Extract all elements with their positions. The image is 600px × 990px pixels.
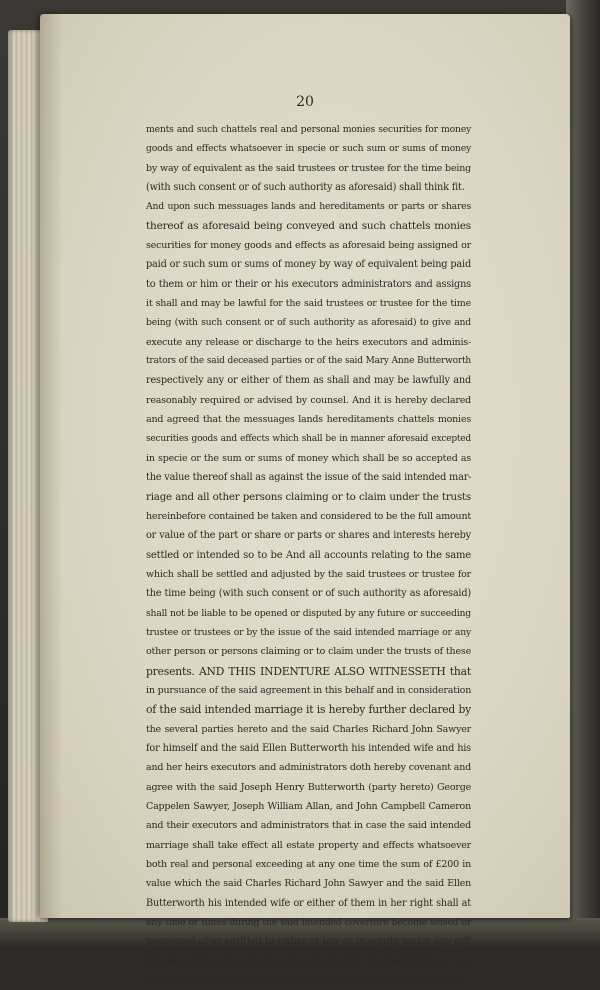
text-line: for himself and the said Ellen Butterworth his intended wife and his: [146, 743, 471, 754]
text-line: the time being (with such consent or of such authority as aforesaid): [146, 588, 471, 600]
body-text: [146, 120, 471, 990]
text-line: reasonably required or advised by counsel. And it is hereby declared: [146, 394, 471, 406]
text-line: the value thereof shall as against the issue of the said intended mar-: [146, 472, 472, 484]
text-line: other person or persons claiming or to claim under the trusts of these: [146, 646, 471, 658]
text-line: of the said intended marriage it is hereby further declared by: [146, 703, 471, 717]
text-line: riage and all other persons claiming or to claim under the trusts: [146, 490, 471, 503]
text-line: devise or bequest in her favour or by descent representation or any: [146, 955, 471, 967]
text-line: and their executors and administrators that in case the said intended: [146, 820, 471, 832]
text-line: any time or times during the said intended coverture become seised or: [146, 917, 471, 929]
text-line: presents. AND THIS INDENTURE ALSO WITNESSETH that: [146, 664, 471, 678]
text-line: both real and personal exceeding at any one time the sum of £200 in: [146, 859, 471, 871]
text-line: (with such consent or of such authority as aforesaid) shall think fit.: [146, 182, 465, 194]
text-line: settled or intended so to be And all accounts relating to the same: [146, 549, 471, 561]
text-line: to them or him or their or his executors administrators and assigns: [146, 278, 471, 290]
text-line: other means whatsoever shall be assured and settled and that the said: [146, 975, 465, 987]
text-line: securities for money goods and effects as aforesaid being assigned or: [146, 240, 471, 252]
text-line: execute any release or discharge to the heirs executors and adminis-: [146, 336, 471, 348]
text-line: agree with the said Joseph Henry Butterworth (party hereto) George: [146, 781, 471, 793]
text-line: hereinbefore contained be taken and considered to be the full amount: [146, 510, 471, 522]
text-line: Butterworth his intended wife or either of them in her right shall at: [146, 897, 471, 909]
text-line: or value of the part or share or parts or shares and interests hereby: [146, 530, 471, 542]
text-line: shall not be liable to be opened or disputed by any future or succeeding: [146, 607, 471, 619]
text-line: it shall and may be lawful for the said trustees or trustee for the time: [146, 298, 471, 310]
text-line: marriage shall take effect all estate property and effects whatsoever: [146, 839, 471, 851]
text-line: thereof as aforesaid being conveyed and such chattels monies: [146, 219, 471, 232]
text-line: in specie or the sum or sums of money which shall be so accepted as: [146, 452, 471, 464]
text-line: possessed of or entitled to either at law or in equity under any gift: [146, 936, 471, 948]
text-line: the several parties hereto and the said Charles Richard John Sawyer: [146, 723, 471, 735]
text-line: Cappelen Sawyer, Joseph William Allan, and John Campbell Cameron: [146, 801, 471, 813]
text-line: and agreed that the messuages lands hereditaments chattels monies: [146, 414, 471, 426]
text-line: And upon such messuages lands and hereditaments or parts or shares: [146, 201, 471, 213]
text-line: in pursuance of the said agreement in this behalf and in consideration: [146, 684, 472, 696]
text-line: being (with such consent or of such authority as aforesaid) to give and: [146, 317, 471, 329]
text-line: ments and such chattels real and personal monies securities for money: [146, 124, 471, 135]
text-line: trustee or trustees or by the issue of the said intended marriage or any: [146, 626, 471, 638]
text-line: and her heirs executors and administrators doth hereby covenant and: [146, 762, 471, 774]
text-line: which shall be settled and adjusted by the said trustees or trustee for: [146, 568, 471, 580]
text-line: by way of equivalent as the said trustees or trustee for the time being: [146, 162, 471, 174]
text-line: trators of the said deceased parties or of the said Mary Anne Butterworth: [146, 356, 471, 367]
book-edge-right: [566, 0, 600, 948]
text-line: goods and effects whatsoever in specie or such sum or sums of money: [146, 143, 471, 155]
page-number: 20: [296, 94, 314, 110]
text-line: respectively any or either of them as shall and may be lawfully and: [146, 375, 471, 387]
text-line: paid or such sum or sums of money by way of equivalent being paid: [146, 259, 471, 271]
text-line: value which the said Charles Richard John Sawyer and the said Ellen: [146, 878, 471, 890]
text-line: securities goods and effects which shall be in manner aforesaid excepted: [146, 433, 471, 444]
